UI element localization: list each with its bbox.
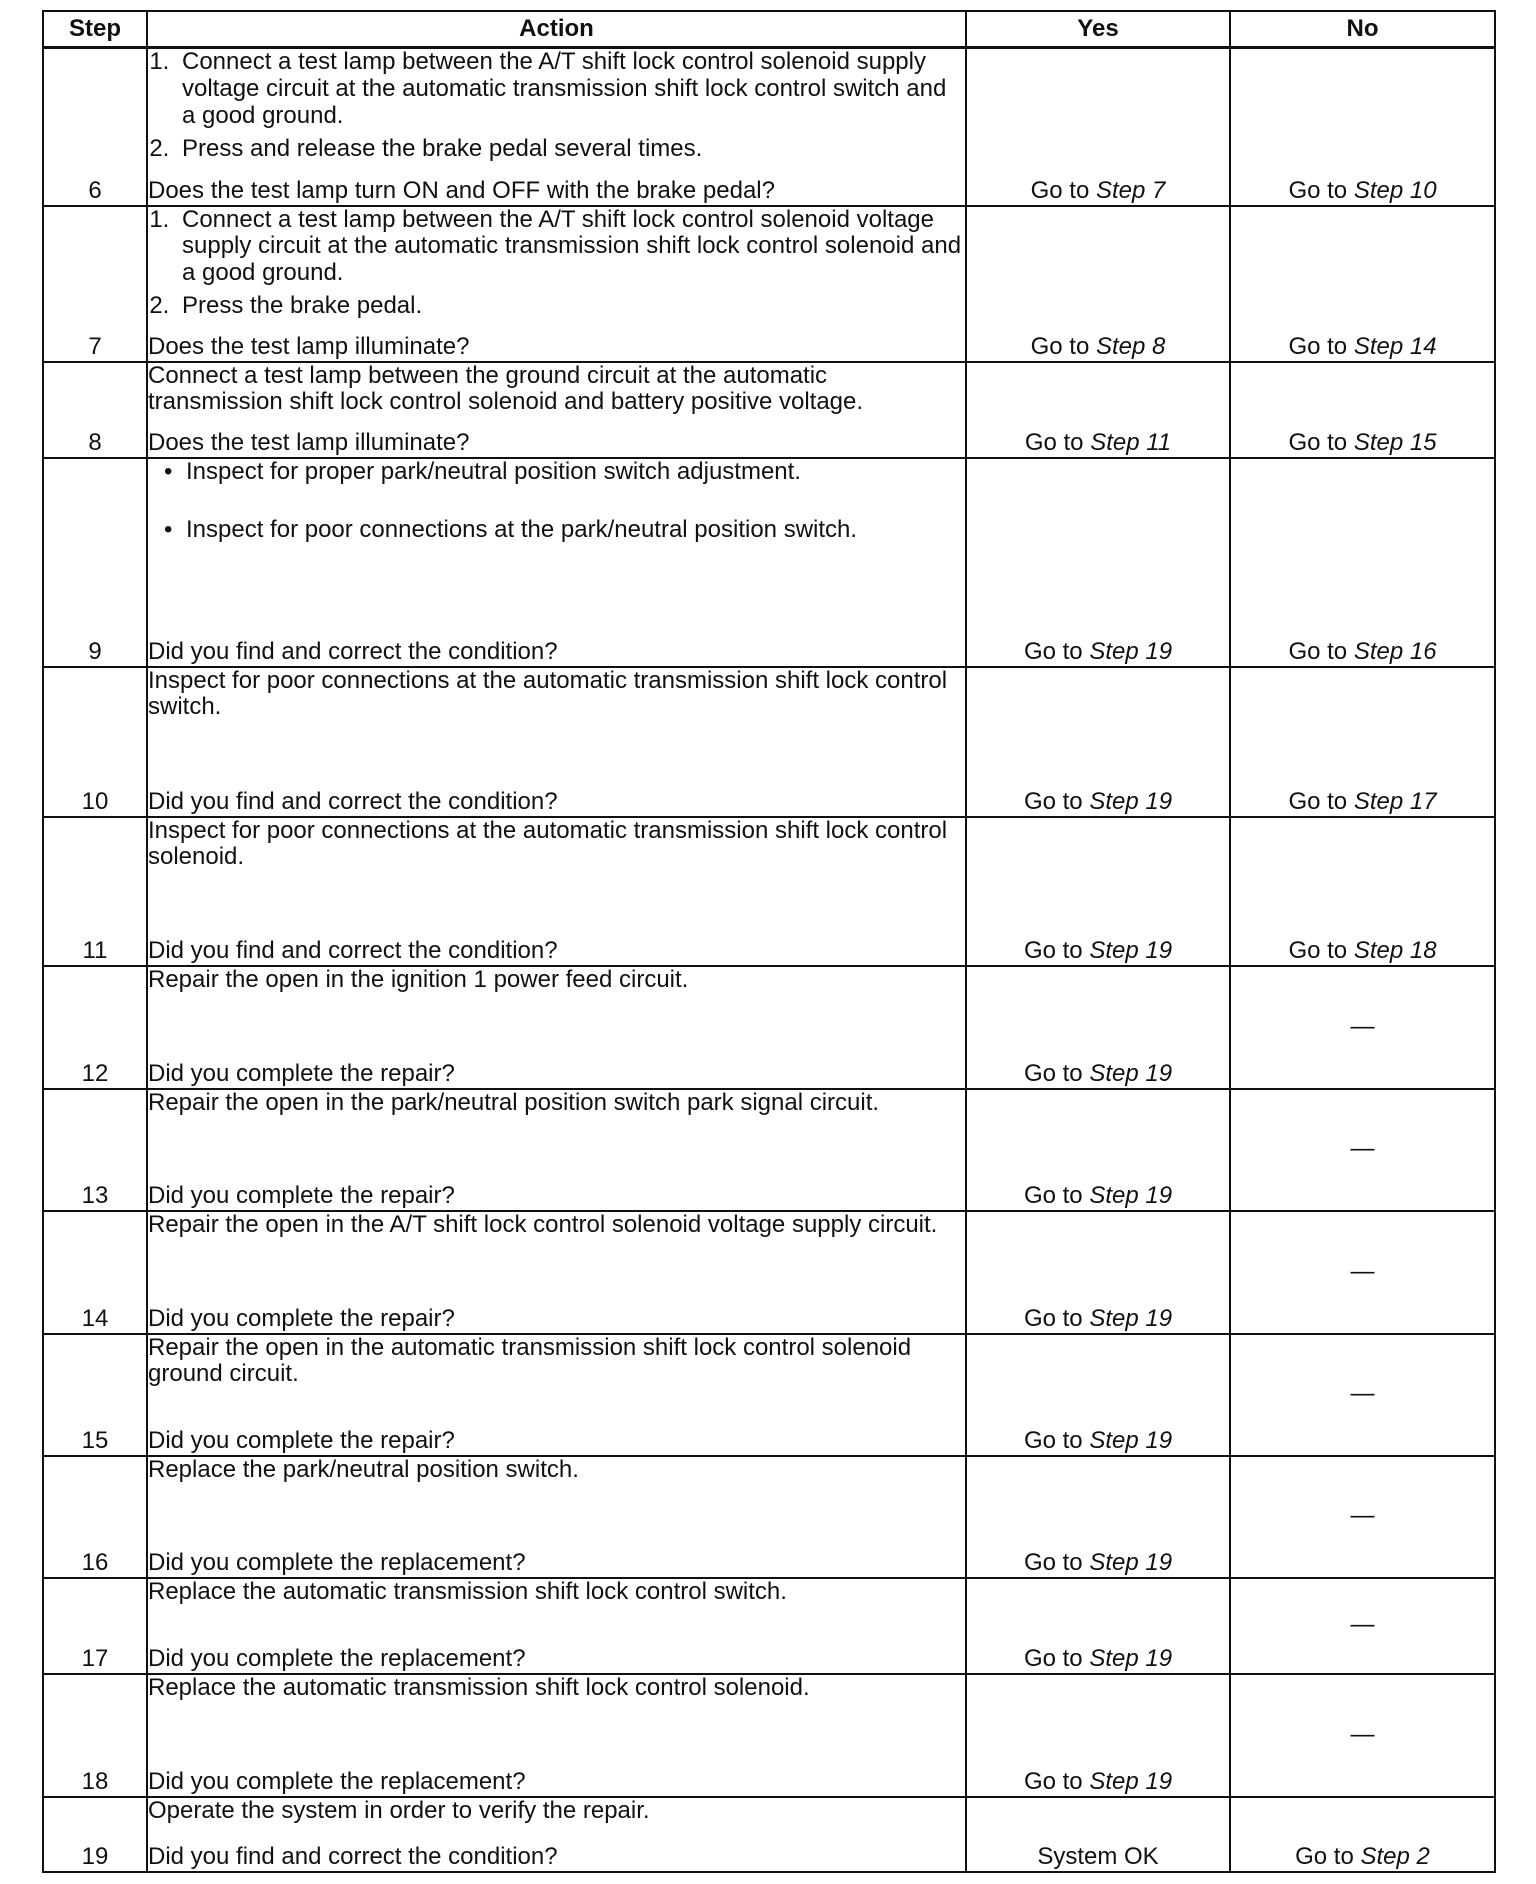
- step-reference: Step 16: [1353, 637, 1437, 665]
- header-yes: Yes: [966, 11, 1230, 48]
- step-reference: Step 19: [1089, 637, 1173, 665]
- action-cell: [147, 817, 966, 966]
- step-number: 11: [43, 817, 147, 966]
- action-bullet-item: • Inspect for proper park/neutral position switch adjustment.: [186, 459, 965, 486]
- go-to-prefix: Go to: [1288, 428, 1348, 456]
- no-cell: [1230, 458, 1495, 667]
- no-action-dash: —: [1350, 1380, 1375, 1408]
- step-reference: Step 14: [1353, 332, 1437, 360]
- go-to-prefix: Go to: [1030, 176, 1090, 204]
- action-body: [148, 1457, 965, 1544]
- go-to-prefix: Go to: [1288, 936, 1348, 964]
- action-cell: [147, 1334, 966, 1456]
- go-to-prefix: Go to: [1295, 1842, 1354, 1870]
- step-number: 6: [43, 48, 147, 206]
- step-number: 19: [43, 1797, 147, 1872]
- no-cell: [1230, 48, 1495, 206]
- action-cell: [147, 1674, 966, 1797]
- table-row: [43, 1089, 1495, 1211]
- go-to-prefix: Go to: [1288, 332, 1348, 360]
- action-cell: [147, 458, 966, 667]
- step-reference: Step 7: [1095, 176, 1166, 204]
- action-list-item: 2. Press and release the brake pedal several times.: [176, 136, 965, 163]
- yes-cell: [966, 817, 1230, 966]
- action-question: Does the test lamp turn ON and OFF with the brake pedal?: [148, 176, 775, 204]
- go-to-prefix: Go to: [1023, 1548, 1083, 1576]
- action-body: [148, 967, 965, 1055]
- action-question: Did you find and correct the condition?: [148, 936, 558, 964]
- no-cell: [1230, 1334, 1495, 1456]
- no-cell: [1230, 1089, 1495, 1211]
- go-to-prefix: Go to: [1023, 787, 1083, 815]
- step-number: 9: [43, 458, 147, 667]
- action-cell: [147, 48, 966, 206]
- go-to-prefix: Go to: [1288, 176, 1348, 204]
- action-body: [148, 1579, 965, 1640]
- yes-cell: [966, 1211, 1230, 1334]
- action-text: Inspect for poor connections at the automatic transmission shift lock control solenoid.: [148, 816, 948, 871]
- action-body: [148, 207, 965, 328]
- action-text: Replace the park/neutral position switch.: [148, 1455, 579, 1483]
- no-action-dash: —: [1350, 1012, 1375, 1040]
- action-list-item: 1. Connect a test lamp between the A/T shift lock control solenoid voltage supply circuit at the automatic transmission shift lock control solenoid and a good ground.: [176, 207, 965, 288]
- step-reference: Step 19: [1089, 1426, 1173, 1454]
- no-cell: [1230, 1211, 1495, 1334]
- action-cell: [147, 362, 966, 458]
- no-cell: [1230, 817, 1495, 966]
- no-action-dash: —: [1350, 1257, 1375, 1285]
- step-reference: Step 8: [1095, 332, 1166, 360]
- step-number: 8: [43, 362, 147, 458]
- action-text: Repair the open in the ignition 1 power feed circuit.: [148, 965, 689, 993]
- table-row: [43, 667, 1495, 817]
- go-to-prefix: Go to: [1023, 1767, 1083, 1795]
- table-row: [43, 1797, 1495, 1872]
- no-cell: [1230, 1797, 1495, 1872]
- action-question: Did you complete the replacement?: [148, 1548, 526, 1576]
- action-text: Repair the open in the A/T shift lock control solenoid voltage supply circuit.: [148, 1210, 938, 1238]
- action-question: Does the test lamp illuminate?: [148, 428, 470, 456]
- go-to-prefix: Go to: [1030, 332, 1090, 360]
- step-number: 17: [43, 1578, 147, 1674]
- action-body: [148, 1335, 965, 1422]
- step-reference: Step 19: [1089, 1059, 1173, 1087]
- go-to-prefix: Go to: [1023, 1181, 1083, 1209]
- header-row: [43, 11, 1495, 48]
- step-number: 7: [43, 206, 147, 362]
- action-list-item: 1. Connect a test lamp between the A/T shift lock control solenoid supply voltage circuit at the automatic transmission shift lock control switch and a good ground.: [176, 49, 965, 130]
- go-to-prefix: Go to: [1024, 428, 1084, 456]
- yes-cell: [966, 1674, 1230, 1797]
- step-reference: Step 15: [1353, 428, 1437, 456]
- no-cell: [1230, 1578, 1495, 1674]
- action-list-item: 2. Press the brake pedal.: [176, 293, 965, 320]
- go-to-prefix: Go to: [1288, 787, 1348, 815]
- table-row: [43, 206, 1495, 362]
- step-number: 10: [43, 667, 147, 817]
- action-question: Did you complete the repair?: [148, 1304, 455, 1332]
- yes-cell: [966, 206, 1230, 362]
- table-row: [43, 1334, 1495, 1456]
- yes-cell: [966, 362, 1230, 458]
- step-reference: Step 17: [1353, 787, 1437, 815]
- yes-cell: [966, 1797, 1230, 1872]
- yes-cell: [966, 48, 1230, 206]
- go-to-prefix: Go to: [1288, 637, 1348, 665]
- go-to-prefix: Go to: [1023, 1059, 1083, 1087]
- action-text: Repair the open in the park/neutral position switch park signal circuit.: [148, 1088, 880, 1116]
- step-reference: Step 19: [1089, 1548, 1173, 1576]
- table-row: [43, 817, 1495, 966]
- step-number: 15: [43, 1334, 147, 1456]
- action-numbered-list: [148, 49, 965, 163]
- action-body: [148, 818, 965, 932]
- action-cell: [147, 206, 966, 362]
- table-row: [43, 1211, 1495, 1334]
- table-row: [43, 1456, 1495, 1578]
- action-cell: [147, 1797, 966, 1872]
- no-cell: [1230, 362, 1495, 458]
- action-body: [148, 1090, 965, 1177]
- step-reference: Step 19: [1089, 1181, 1173, 1209]
- step-reference: Step 11: [1090, 428, 1172, 456]
- action-cell: [147, 667, 966, 817]
- action-cell: [147, 1211, 966, 1334]
- go-to-prefix: Go to: [1023, 1304, 1083, 1332]
- diagnostic-table-container: [42, 10, 1494, 1868]
- table-row: [43, 48, 1495, 206]
- go-to-prefix: Go to: [1023, 637, 1083, 665]
- go-to-prefix: Go to: [1023, 1426, 1083, 1454]
- diagnostic-steps-table: [42, 10, 1496, 1873]
- step-number: 18: [43, 1674, 147, 1797]
- table-body: [43, 48, 1495, 1872]
- step-reference: Step 19: [1089, 1644, 1173, 1672]
- action-question: Did you complete the repair?: [148, 1181, 455, 1209]
- action-text: Repair the open in the automatic transmission shift lock control solenoid ground circuit.: [148, 1333, 912, 1388]
- step-number: 13: [43, 1089, 147, 1211]
- go-to-prefix: Go to: [1023, 1644, 1083, 1672]
- yes-cell: [966, 667, 1230, 817]
- action-numbered-list: [148, 207, 965, 321]
- table-row: [43, 458, 1495, 667]
- action-text: Connect a test lamp between the ground circuit at the automatic transmission shift lock control solenoid and battery positive voltage.: [148, 361, 864, 416]
- yes-cell: [966, 1334, 1230, 1456]
- action-bullet-item: • Inspect for poor connections at the park/neutral position switch.: [186, 517, 965, 544]
- step-reference: Step 19: [1089, 1767, 1173, 1795]
- action-cell: [147, 1089, 966, 1211]
- step-reference: Step 18: [1353, 936, 1437, 964]
- action-question: Did you complete the repair?: [148, 1426, 455, 1454]
- step-reference: Step 19: [1089, 936, 1173, 964]
- action-body: [148, 49, 965, 172]
- step-reference: Step 19: [1089, 787, 1173, 815]
- action-body: [148, 1212, 965, 1300]
- no-action-dash: —: [1350, 1720, 1375, 1748]
- action-cell: [147, 966, 966, 1089]
- no-cell: [1230, 966, 1495, 1089]
- action-question: Did you complete the replacement?: [148, 1644, 526, 1672]
- action-cell: [147, 1456, 966, 1578]
- action-question: Did you complete the repair?: [148, 1059, 455, 1087]
- table-row: [43, 1674, 1495, 1797]
- action-text: Inspect for poor connections at the automatic transmission shift lock control switch.: [148, 666, 948, 721]
- go-to-prefix: Go to: [1023, 936, 1083, 964]
- step-reference: Step 19: [1089, 1304, 1173, 1332]
- action-text: Replace the automatic transmission shift lock control solenoid.: [148, 1673, 810, 1701]
- no-action-dash: —: [1350, 1611, 1375, 1639]
- yes-cell: [966, 1089, 1230, 1211]
- step-reference: Step 2: [1360, 1842, 1430, 1870]
- yes-cell: [966, 1578, 1230, 1674]
- result-text: System OK: [1037, 1842, 1159, 1870]
- table-row: [43, 1578, 1495, 1674]
- action-body: [148, 363, 965, 424]
- yes-cell: [966, 458, 1230, 667]
- action-text: Replace the automatic transmission shift lock control switch.: [148, 1577, 787, 1605]
- header-no: No: [1230, 11, 1495, 48]
- action-body: [148, 459, 965, 633]
- action-body: [148, 668, 965, 783]
- no-cell: [1230, 1456, 1495, 1578]
- no-action-dash: —: [1350, 1135, 1375, 1163]
- action-cell: [147, 1578, 966, 1674]
- header-action: Action: [147, 11, 966, 48]
- no-action-dash: —: [1350, 1502, 1375, 1530]
- action-question: Did you complete the replacement?: [148, 1767, 526, 1795]
- action-bullet-list: [148, 459, 965, 545]
- step-number: 12: [43, 966, 147, 1089]
- no-cell: [1230, 206, 1495, 362]
- action-question: Did you find and correct the condition?: [148, 1842, 558, 1870]
- step-reference: Step 10: [1353, 176, 1437, 204]
- action-question: Does the test lamp illuminate?: [148, 332, 470, 360]
- action-question: Did you find and correct the condition?: [148, 787, 558, 815]
- yes-cell: [966, 966, 1230, 1089]
- table-row: [43, 966, 1495, 1089]
- no-cell: [1230, 667, 1495, 817]
- step-number: 16: [43, 1456, 147, 1578]
- table-row: [43, 362, 1495, 458]
- action-question: Did you find and correct the condition?: [148, 637, 558, 665]
- action-body: [148, 1675, 965, 1763]
- no-cell: [1230, 1674, 1495, 1797]
- action-text: Operate the system in order to verify the repair.: [148, 1796, 650, 1824]
- header-step: Step: [43, 11, 147, 48]
- step-number: 14: [43, 1211, 147, 1334]
- yes-cell: [966, 1456, 1230, 1578]
- action-body: [148, 1798, 965, 1838]
